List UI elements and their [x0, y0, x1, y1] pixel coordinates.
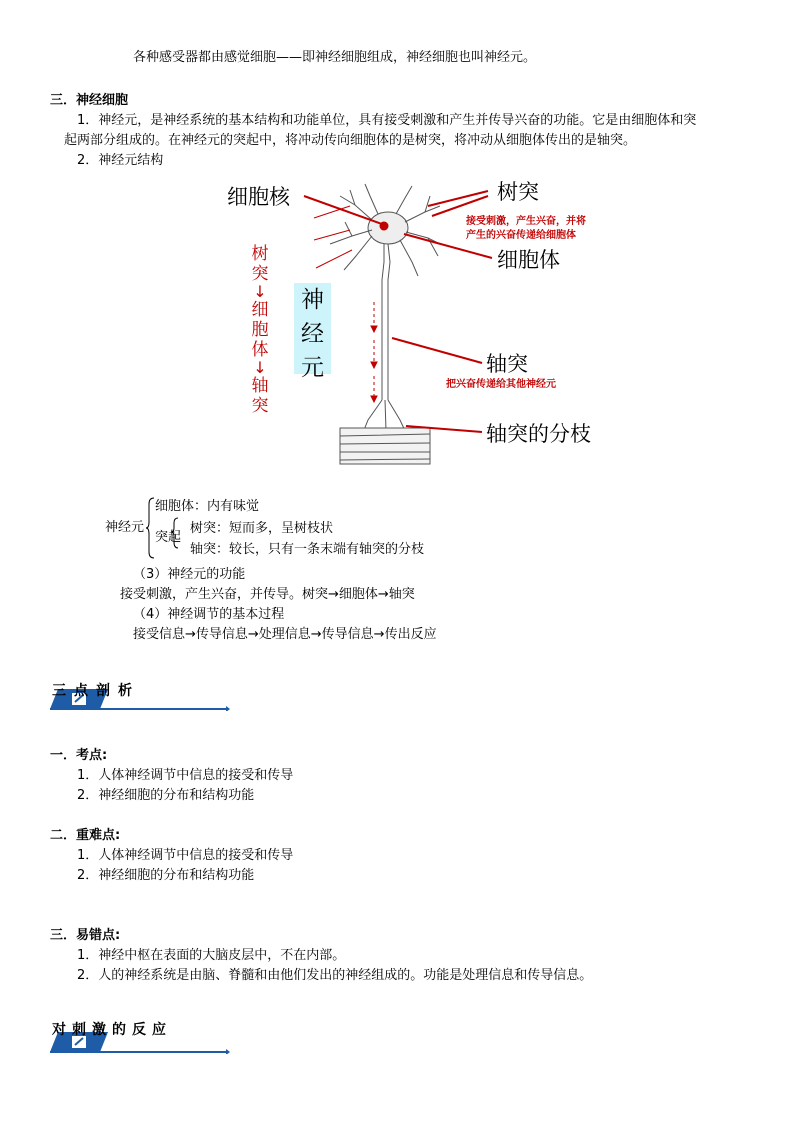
list-item: 2．人的神经系统是由脑、脊髓和由他们发出的神经组成的。功能是处理信息和传导信息。 — [77, 968, 593, 983]
flow-char: 体 — [251, 340, 269, 360]
tree-dendrite: 树突：短而多，呈树枝状 — [190, 521, 334, 536]
neuron-drawing — [0, 0, 794, 480]
flow-char: 轴 — [251, 376, 269, 396]
paragraph-line: 2．神经元结构 — [77, 153, 164, 168]
label-cell-body: 细胞体 — [497, 248, 560, 272]
paragraph-line: 起两部分组成的。在神经元的突起中，将冲动传向细胞体的是树突，将冲动从细胞体传出的是轴突。 — [64, 133, 637, 148]
neuron-char: 经 — [301, 321, 324, 347]
section-heading: 二．重难点: — [50, 828, 121, 843]
tree-axon: 轴突：较长，只有一条末端有轴突的分枝 — [190, 542, 425, 557]
process-heading: （4）神经调节的基本过程 — [133, 607, 285, 622]
note-axon: 把兴奋传递给其他神经元 — [446, 379, 556, 390]
flow-char: 突 — [251, 396, 269, 416]
label-axon: 轴突 — [486, 352, 528, 376]
tree-process: 突起 — [155, 530, 182, 545]
section-heading: 一．考点: — [50, 748, 108, 763]
list-item: 1．神经中枢在表面的大脑皮层中，不在内部。 — [77, 948, 346, 963]
down-arrow-icon: ↓ — [253, 358, 267, 377]
banner-title: 对刺激的反应 — [52, 1022, 172, 1038]
tree-cell-body: 细胞体：内有味觉 — [155, 499, 260, 514]
function-heading: （3）神经元的功能 — [133, 567, 246, 582]
section-heading: 三．神经细胞 — [50, 93, 129, 108]
neuron-char: 神 — [301, 287, 324, 313]
flow-char: 树 — [251, 244, 269, 264]
banner-title: 三点剖析 — [52, 683, 140, 699]
process-text: 接受信息→传导信息→处理信息→传导信息→传出反应 — [133, 627, 437, 642]
note-dendrite: 接受刺激，产生兴奋，并将 — [466, 216, 586, 227]
flow-column — [248, 244, 272, 416]
list-item: 1．人体神经调节中信息的接受和传导 — [77, 768, 294, 783]
label-nucleus: 细胞核 — [227, 185, 290, 209]
tree-root: 神经元 — [105, 520, 145, 535]
note-dendrite: 产生的兴奋传递给细胞体 — [466, 230, 576, 241]
flow-char: 胞 — [251, 320, 269, 340]
neuron-label-box — [294, 283, 331, 381]
paragraph-line: 1．神经元，是神经系统的基本结构和功能单位，具有接受刺激和产生并传导兴奋的功能。它是由细胞体和突 — [77, 113, 697, 128]
label-dendrite: 树突 — [497, 180, 539, 204]
section-banner — [50, 683, 230, 709]
flow-char: 突 — [251, 264, 269, 284]
function-text: 接受刺激，产生兴奋，并传导。树突→细胞体→轴突 — [120, 587, 415, 602]
list-item: 2．神经细胞的分布和结构功能 — [77, 868, 255, 883]
list-item: 1．人体神经调节中信息的接受和传导 — [77, 848, 294, 863]
neuron-char: 元 — [301, 355, 324, 381]
down-arrow-icon: ↓ — [253, 282, 267, 301]
intro-line: 各种感受器都由感觉细胞——即神经细胞组成，神经细胞也叫神经元。 — [133, 50, 537, 65]
section-heading: 三．易错点: — [50, 928, 121, 943]
list-item: 2．神经细胞的分布和结构功能 — [77, 788, 255, 803]
section-banner — [50, 1022, 230, 1052]
label-axon-branch: 轴突的分枝 — [486, 422, 591, 446]
flow-char: 细 — [251, 300, 269, 320]
